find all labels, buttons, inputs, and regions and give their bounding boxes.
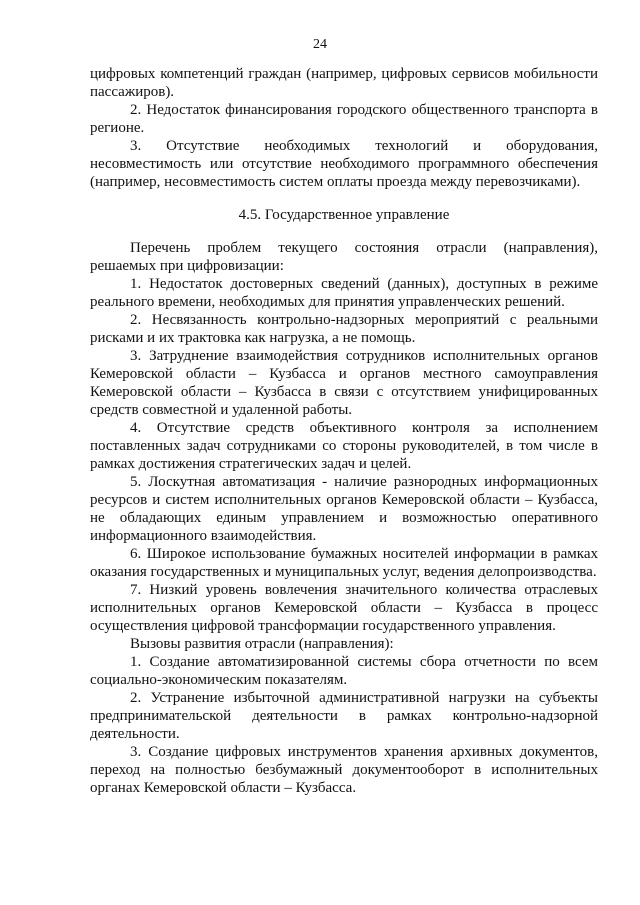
problem-item: 3. Затруднение взаимодействия сотрудников исполнительных органов Кемеровской области – Кузбасса и органов местного самоуправления Кемеровской области – Кузбасса в связи с отсутствием унифицированных средств совместной и удаленной работы. [90,348,598,418]
page-number: 24 [313,37,327,52]
challenge-item: 1. Создание автоматизированной системы сбора отчетности по всем социально-экономическим показателям. [90,654,598,688]
problem-item: 1. Недостаток достоверных сведений (данных), доступных в режиме реального времени, необходимых для принятия управленческих решений. [90,276,598,310]
problem-item: 5. Лоскутная автоматизация - наличие разнородных информационных ресурсов и систем исполнительных органов Кемеровской области – Кузбасса, не обладающих единым управлением и возможностью оперативного информационного взаимодействия. [90,474,598,544]
document-body [90,65,598,797]
continuation-paragraph: цифровых компетенций граждан (например, цифровых сервисов мобильности пассажиров). [90,66,598,100]
challenges-intro: Вызовы развития отрасли (направления): [130,636,394,652]
challenge-item: 3. Создание цифровых инструментов хранения архивных документов, переход на полностью безбумажный документооборот в исполнительных органах Кемеровской области – Кузбасса. [90,744,598,796]
challenge-item: 2. Устранение избыточной административной нагрузки на субъекты предпринимательской деятельности в рамках контрольно-надзорной деятельности. [90,690,598,742]
problem-item: 6. Широкое использование бумажных носителей информации в рамках оказания государственных и муниципальных услуг, ведения делопроизводства. [90,546,598,580]
problem-item: 4. Отсутствие средств объективного контроля за исполнением поставленных задач сотрудниками со стороны руководителей, в том числе в рамках достижения стратегических задач и целей. [90,420,598,472]
list-item: 3. Отсутствие необходимых технологий и оборудования, несовместимость или отсутствие необходимого программного обеспечения (например, несовместимость систем оплаты проезда между перевозчиками). [90,138,598,190]
problem-item: 2. Несвязанность контрольно-надзорных мероприятий с реальными рисками и их трактовка как нагрузка, а не помощь. [90,312,598,346]
section-title: 4.5. Государственное управление [238,207,450,223]
problems-intro: Перечень проблем текущего состояния отрасли (направления), решаемых при цифровизации: [90,240,598,274]
problem-item: 7. Низкий уровень вовлечения значительного количества отраслевых исполнительных органов Кемеровской области – Кузбасса в процесс осуществления цифровой трансформации государственного управления. [90,582,598,634]
list-item: 2. Недостаток финансирования городского общественного транспорта в регионе. [90,102,598,136]
